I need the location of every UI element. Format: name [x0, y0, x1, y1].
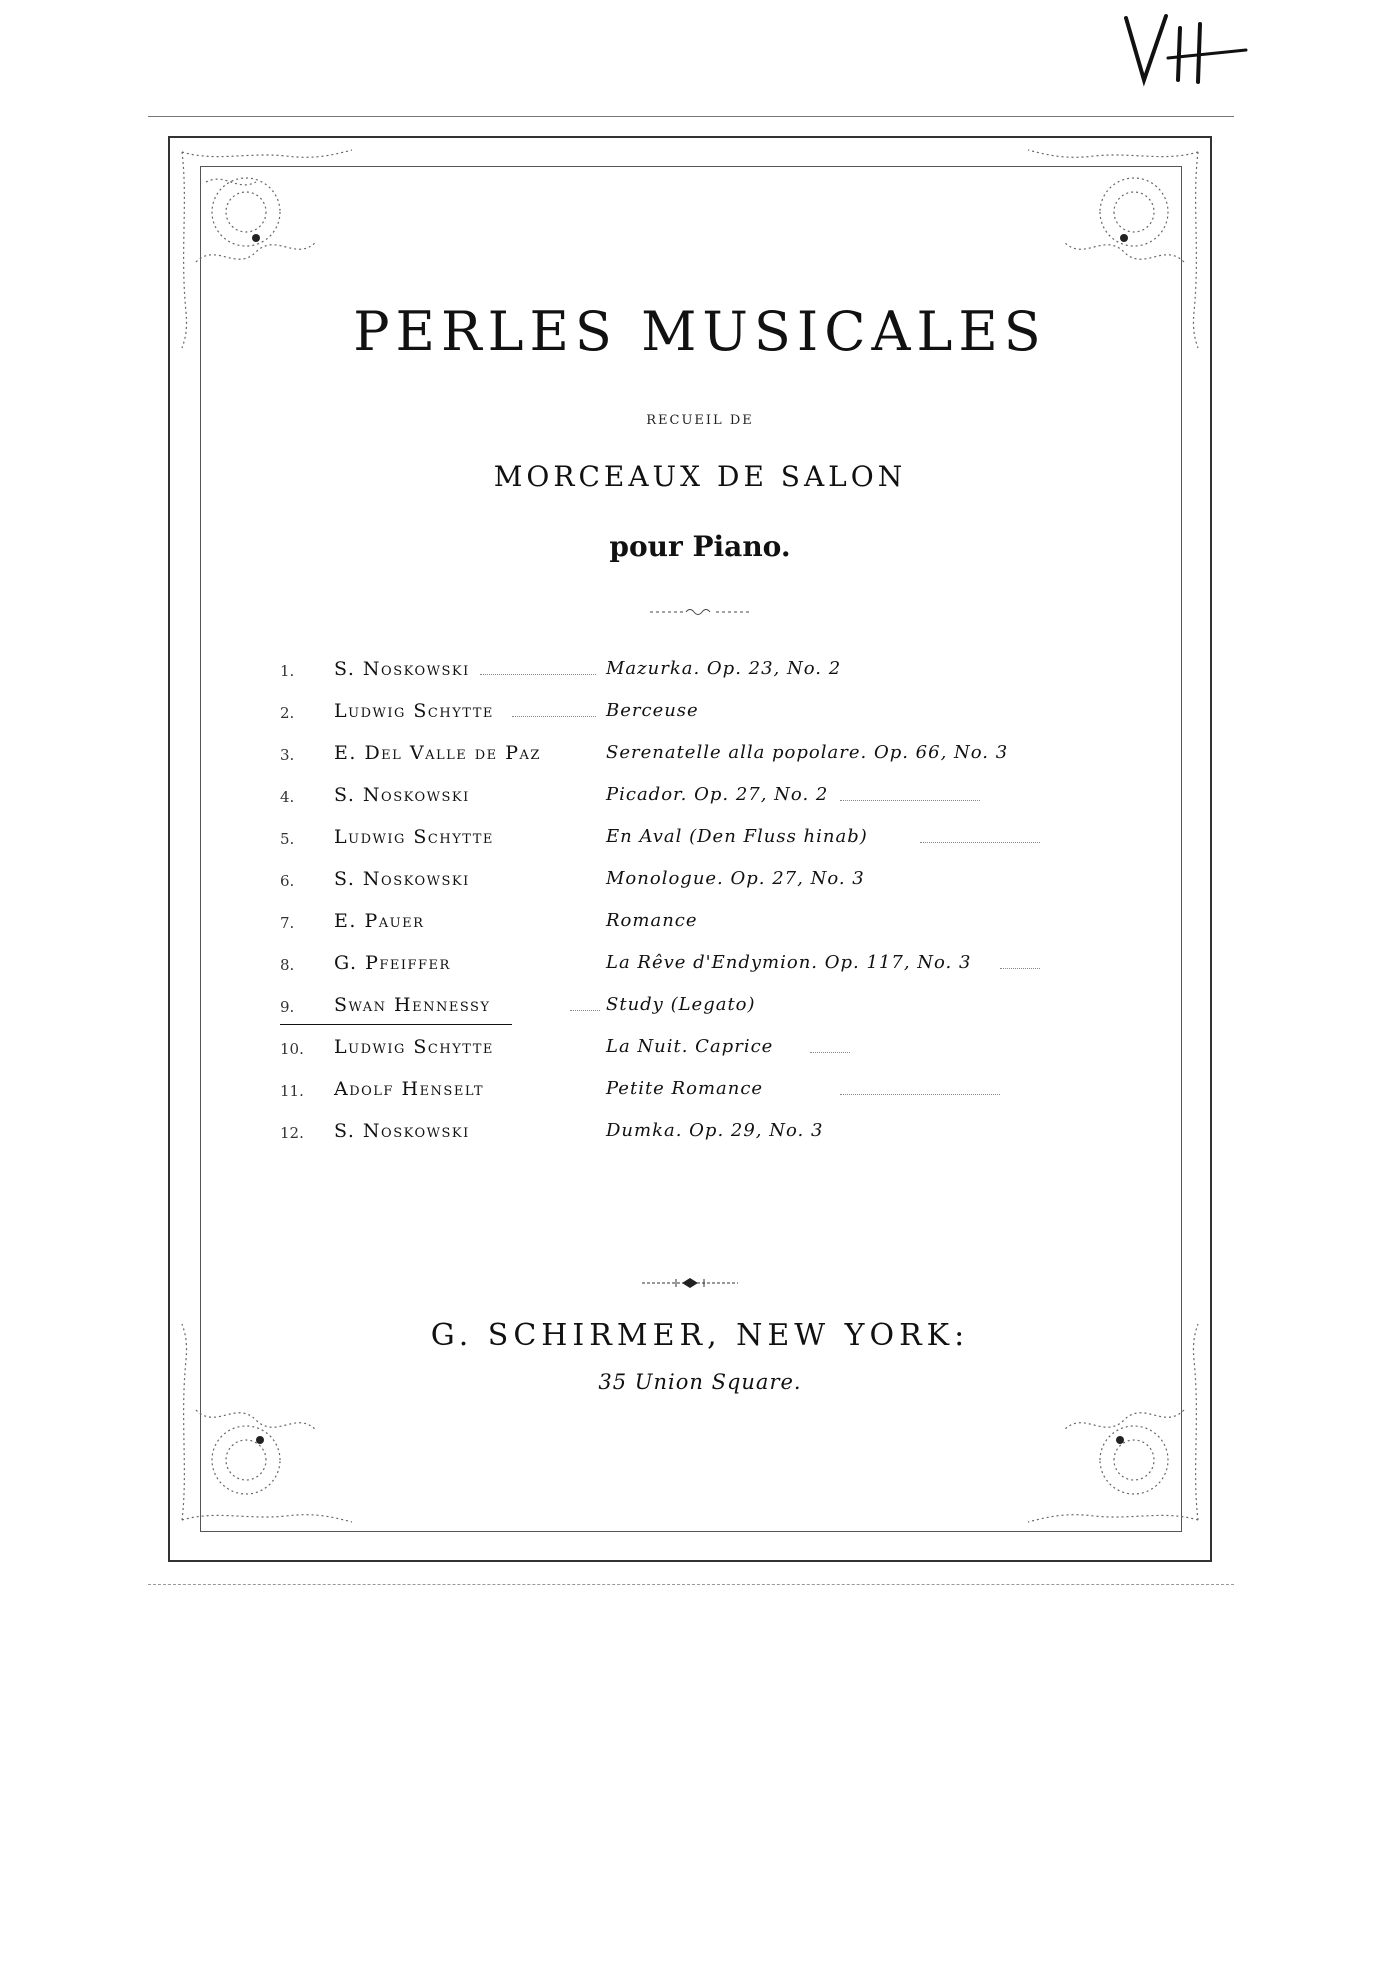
- item-composer: S. Noskowski: [334, 658, 470, 680]
- list-item[interactable]: [280, 652, 1080, 694]
- top-rule: [148, 116, 1234, 117]
- list-item[interactable]: [280, 904, 1080, 946]
- item-work: Serenatelle alla popolare. Op. 66, No. 3: [606, 742, 1009, 763]
- item-number: 3.: [280, 746, 295, 764]
- item-work: Monologue. Op. 27, No. 3: [606, 868, 865, 889]
- instrument-line: pour Piano.: [609, 530, 791, 563]
- list-item[interactable]: [280, 946, 1080, 988]
- dot-leader: [840, 1094, 1000, 1095]
- contents-list: [280, 652, 1080, 1156]
- dash-ornament-icon: [650, 606, 750, 618]
- item-composer: E. Pauer: [334, 910, 425, 932]
- list-item[interactable]: [280, 988, 1080, 1030]
- dot-leader: [480, 674, 596, 675]
- dot-leader: [570, 1010, 600, 1011]
- item-composer: S. Noskowski: [334, 784, 470, 806]
- item-work: Mazurka. Op. 23, No. 2: [606, 658, 842, 679]
- item-work: La Nuit. Caprice: [606, 1036, 774, 1057]
- item-underline: [280, 1024, 512, 1025]
- item-number: 10.: [280, 1040, 304, 1058]
- dot-leader: [1000, 968, 1040, 969]
- arrow-ornament-icon: [640, 1276, 740, 1290]
- page-title: PERLES MUSICALES: [353, 300, 1047, 363]
- list-item[interactable]: [280, 778, 1080, 820]
- item-composer: E. Del Valle de Paz: [334, 742, 541, 764]
- item-composer: S. Noskowski: [334, 868, 470, 890]
- subtitle: RECUEIL DE: [646, 413, 754, 428]
- item-work: Petite Romance: [606, 1078, 764, 1099]
- publisher-address: 35 Union Square.: [598, 1370, 802, 1394]
- item-number: 2.: [280, 704, 295, 722]
- bottom-rule: [148, 1584, 1234, 1585]
- item-number: 4.: [280, 788, 295, 806]
- item-composer: S. Noskowski: [334, 1120, 470, 1142]
- item-number: 6.: [280, 872, 295, 890]
- dot-leader: [920, 842, 1040, 843]
- item-number: 9.: [280, 998, 295, 1016]
- list-item[interactable]: [280, 862, 1080, 904]
- list-item[interactable]: [280, 820, 1080, 862]
- item-composer: G. Pfeiffer: [334, 952, 451, 974]
- list-item[interactable]: [280, 694, 1080, 736]
- item-composer: Adolf Henselt: [334, 1078, 485, 1100]
- collection-title: MORCEAUX DE SALON: [493, 460, 907, 493]
- list-item[interactable]: [280, 1030, 1080, 1072]
- list-item[interactable]: [280, 1114, 1080, 1156]
- item-number: 5.: [280, 830, 295, 848]
- item-work: Study (Legato): [606, 994, 756, 1015]
- item-number: 7.: [280, 914, 295, 932]
- list-item[interactable]: [280, 1072, 1080, 1114]
- dot-leader: [810, 1052, 850, 1053]
- item-work: La Rêve d'Endymion. Op. 117, No. 3: [606, 952, 972, 973]
- dot-leader: [512, 716, 596, 717]
- item-work: Dumka. Op. 29, No. 3: [606, 1120, 824, 1141]
- item-number: 8.: [280, 956, 295, 974]
- publisher-name: G. SCHIRMER, NEW YORK:: [430, 1318, 970, 1353]
- item-work: En Aval (Den Fluss hinab): [606, 826, 868, 847]
- item-work: Romance: [606, 910, 698, 931]
- item-composer: Ludwig Schytte: [334, 1036, 494, 1058]
- item-composer: Ludwig Schytte: [334, 700, 494, 722]
- dot-leader: [840, 800, 980, 801]
- item-work: Picador. Op. 27, No. 2: [606, 784, 829, 805]
- item-number: 1.: [280, 662, 295, 680]
- item-number: 11.: [280, 1082, 304, 1100]
- list-item[interactable]: [280, 736, 1080, 778]
- handwritten-page-mark-icon: [1118, 10, 1248, 90]
- item-composer: Ludwig Schytte: [334, 826, 494, 848]
- item-work: Berceuse: [606, 700, 699, 721]
- item-number: 12.: [280, 1124, 304, 1142]
- item-composer: Swan Hennessy: [334, 994, 491, 1016]
